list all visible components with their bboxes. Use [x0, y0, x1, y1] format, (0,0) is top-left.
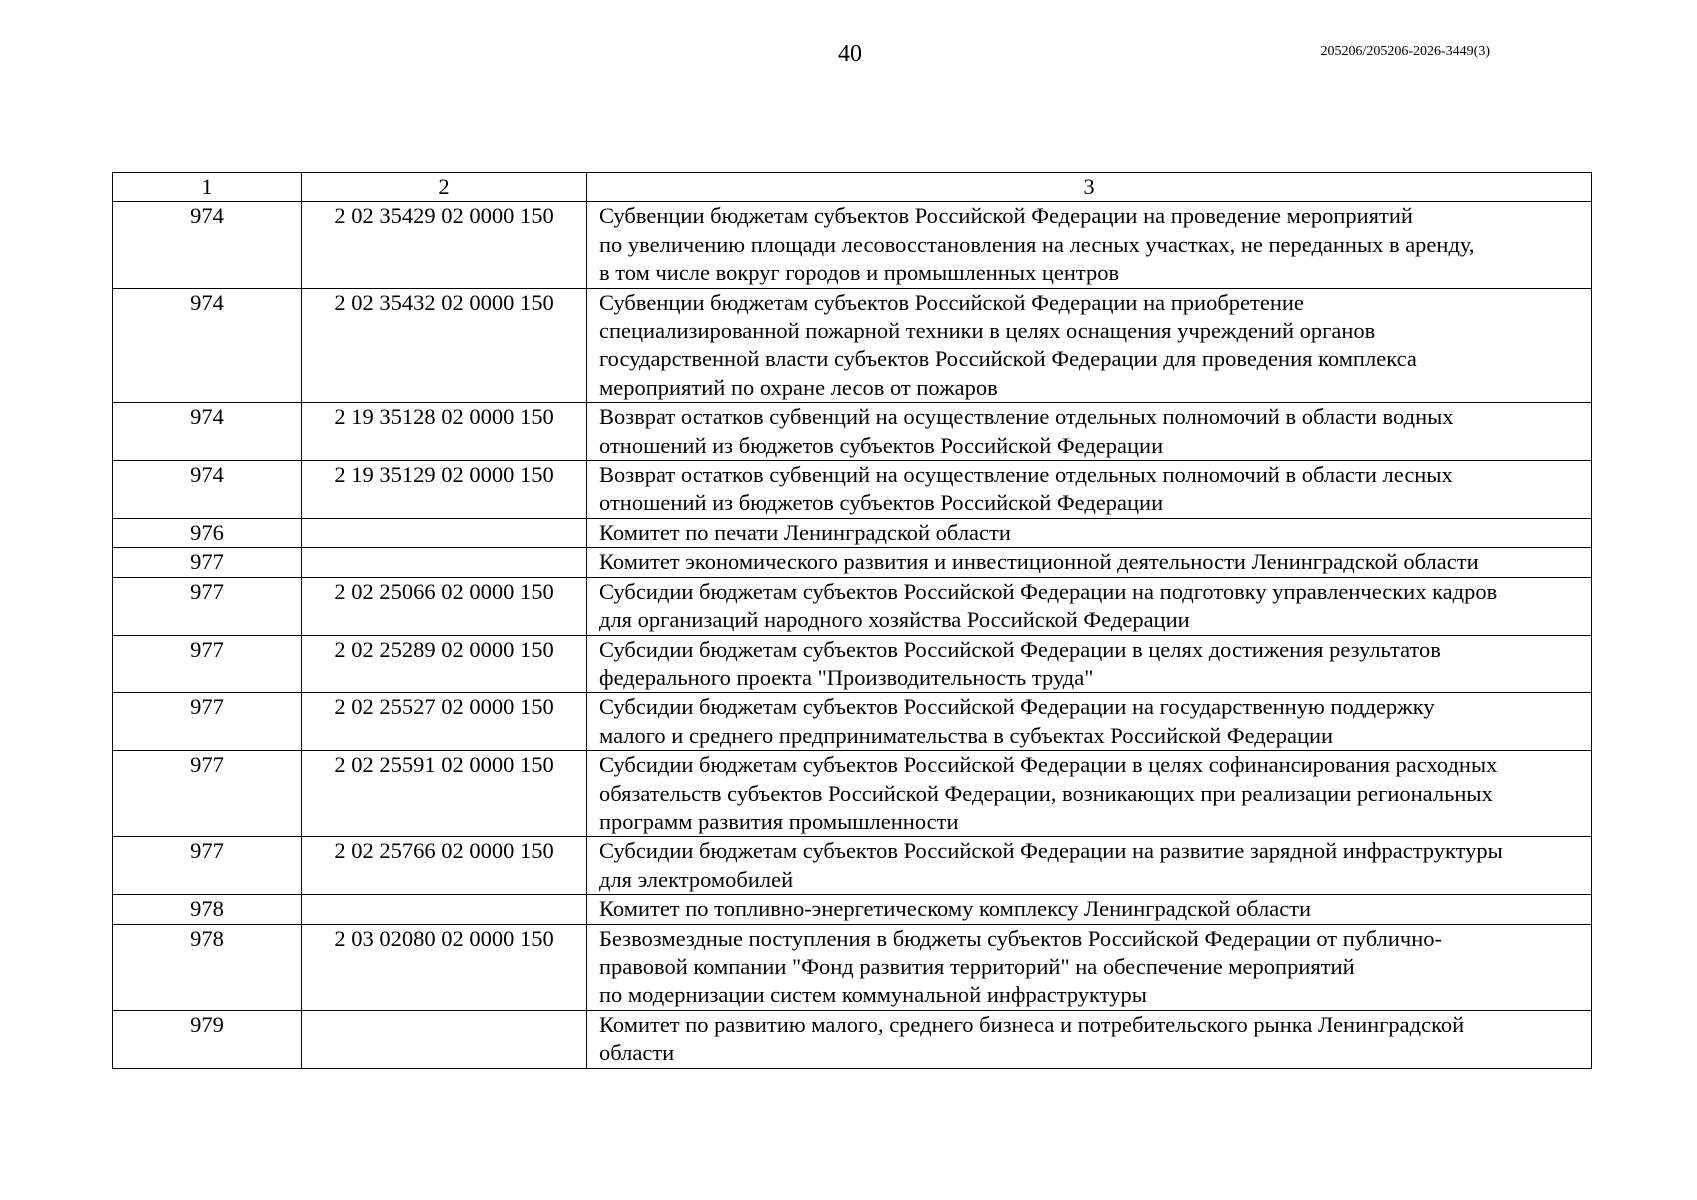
revenue-code-cell: 2 02 25289 02 0000 150	[302, 635, 587, 693]
revenue-name-cell	[587, 924, 1592, 1010]
administrator-code-cell: 977	[113, 751, 302, 837]
table-row	[113, 288, 1592, 403]
revenue-name-cell	[587, 837, 1592, 895]
revenue-name-line: Комитет экономического развития и инвестиционной деятельности Ленинградской области	[599, 549, 1479, 575]
revenue-name-line: Субсидии бюджетам субъектов Российской Федерации на подготовку управленческих кадров	[599, 578, 1498, 604]
table-row	[113, 403, 1592, 461]
revenue-name-line: отношений из бюджетов субъектов Российской Федерации	[599, 432, 1164, 458]
revenue-code-cell: 2 19 35129 02 0000 150	[302, 461, 587, 519]
revenue-name-cell	[587, 635, 1592, 693]
revenue-name-line: для организаций народного хозяйства Российской Федерации	[599, 607, 1190, 633]
table-row	[113, 461, 1592, 519]
administrator-code-cell: 974	[113, 202, 302, 288]
revenue-name-line: отношений из бюджетов субъектов Российской Федерации	[599, 490, 1164, 516]
column-header-3: 3	[587, 173, 1592, 202]
revenue-name-cell	[587, 403, 1592, 461]
table-header-row	[113, 173, 1592, 202]
revenue-code-cell	[302, 1010, 587, 1068]
revenue-name-line: правовой компании "Фонд развития территорий" на обеспечение мероприятий	[599, 953, 1355, 979]
table-row	[113, 1010, 1592, 1068]
revenue-name-line: Возврат остатков субвенций на осуществление отдельных полномочий в области водных	[599, 404, 1454, 430]
revenue-name-line: специализированной пожарной техники в целях оснащения учреждений органов	[599, 318, 1376, 344]
table-body	[113, 202, 1592, 1068]
revenue-name-line: по модернизации систем коммунальной инфраструктуры	[599, 982, 1147, 1008]
table-row	[113, 202, 1592, 288]
revenue-code-cell: 2 19 35128 02 0000 150	[302, 403, 587, 461]
revenue-name-line: программ развития промышленности	[599, 808, 959, 834]
revenue-name-line: государственной власти субъектов Российской Федерации для проведения комплекса	[599, 346, 1417, 372]
revenue-code-cell: 2 03 02080 02 0000 150	[302, 924, 587, 1010]
administrator-code-cell: 974	[113, 461, 302, 519]
revenue-name-cell	[587, 202, 1592, 288]
revenue-name-line: области	[599, 1040, 675, 1066]
administrator-code-cell: 974	[113, 403, 302, 461]
revenue-name-cell	[587, 461, 1592, 519]
revenue-code-cell: 2 02 35429 02 0000 150	[302, 202, 587, 288]
revenue-name-line: Субвенции бюджетам субъектов Российской Федерации на проведение мероприятий	[599, 203, 1413, 229]
page-number: 40	[838, 41, 862, 67]
table-row	[113, 693, 1592, 751]
column-header-1: 1	[113, 173, 302, 202]
table-row	[113, 548, 1592, 577]
revenue-name-line: малого и среднего предпринимательства в субъектах Российской Федерации	[599, 722, 1334, 748]
revenue-code-cell: 2 02 35432 02 0000 150	[302, 288, 587, 403]
revenue-name-line: федерального проекта "Производительность труда"	[599, 664, 1094, 690]
revenue-code-cell: 2 02 25066 02 0000 150	[302, 577, 587, 635]
table-row	[113, 895, 1592, 924]
revenue-code-cell: 2 02 25766 02 0000 150	[302, 837, 587, 895]
revenue-name-line: Возврат остатков субвенций на осуществление отдельных полномочий в области лесных	[599, 462, 1453, 488]
revenue-code-cell	[302, 518, 587, 547]
revenue-name-cell	[587, 751, 1592, 837]
budget-codes-table	[112, 172, 1592, 1069]
administrator-code-cell: 977	[113, 548, 302, 577]
administrator-code-cell: 979	[113, 1010, 302, 1068]
document-id: 205206/205206-2026-3449(3)	[1320, 44, 1490, 59]
revenue-code-cell: 2 02 25527 02 0000 150	[302, 693, 587, 751]
revenue-name-line: Субвенции бюджетам субъектов Российской Федерации на приобретение	[599, 289, 1304, 315]
revenue-name-cell	[587, 548, 1592, 577]
table-row	[113, 577, 1592, 635]
revenue-name-cell	[587, 895, 1592, 924]
table-row	[113, 837, 1592, 895]
revenue-code-cell	[302, 895, 587, 924]
table-row	[113, 751, 1592, 837]
revenue-code-cell: 2 02 25591 02 0000 150	[302, 751, 587, 837]
revenue-name-line: в том числе вокруг городов и промышленных центров	[599, 260, 1120, 286]
administrator-code-cell: 978	[113, 924, 302, 1010]
revenue-name-cell	[587, 693, 1592, 751]
table-row	[113, 635, 1592, 693]
administrator-code-cell: 977	[113, 837, 302, 895]
administrator-code-cell: 976	[113, 518, 302, 547]
revenue-name-cell	[587, 577, 1592, 635]
column-header-2: 2	[302, 173, 587, 202]
table-row	[113, 518, 1592, 547]
revenue-code-cell	[302, 548, 587, 577]
administrator-code-cell: 977	[113, 635, 302, 693]
revenue-name-line: Комитет по печати Ленинградской области	[599, 519, 1011, 545]
revenue-name-line: Безвозмездные поступления в бюджеты субъектов Российской Федерации от публично-	[599, 925, 1442, 951]
revenue-name-line: по увеличению площади лесовосстановления на лесных участках, не переданных в аренду,	[599, 231, 1475, 257]
revenue-name-line: обязательств субъектов Российской Федерации, возникающих при реализации региональных	[599, 780, 1493, 806]
revenue-name-line: Субсидии бюджетам субъектов Российской Федерации в целях достижения результатов	[599, 636, 1441, 662]
revenue-name-cell	[587, 518, 1592, 547]
administrator-code-cell: 977	[113, 693, 302, 751]
revenue-name-line: Субсидии бюджетам субъектов Российской Федерации в целях софинансирования расходных	[599, 752, 1498, 778]
administrator-code-cell: 978	[113, 895, 302, 924]
revenue-name-line: Комитет по развитию малого, среднего бизнеса и потребительского рынка Ленинградской	[599, 1011, 1465, 1037]
revenue-name-line: мероприятий по охране лесов от пожаров	[599, 374, 998, 400]
revenue-name-cell	[587, 288, 1592, 403]
administrator-code-cell: 974	[113, 288, 302, 403]
revenue-name-line: Комитет по топливно-энергетическому комплексу Ленинградской области	[599, 896, 1312, 922]
table-row	[113, 924, 1592, 1010]
revenue-name-line: для электромобилей	[599, 866, 794, 892]
revenue-name-cell	[587, 1010, 1592, 1068]
revenue-name-line: Субсидии бюджетам субъектов Российской Федерации на государственную поддержку	[599, 694, 1435, 720]
revenue-name-line: Субсидии бюджетам субъектов Российской Федерации на развитие зарядной инфраструктуры	[599, 838, 1503, 864]
administrator-code-cell: 977	[113, 577, 302, 635]
